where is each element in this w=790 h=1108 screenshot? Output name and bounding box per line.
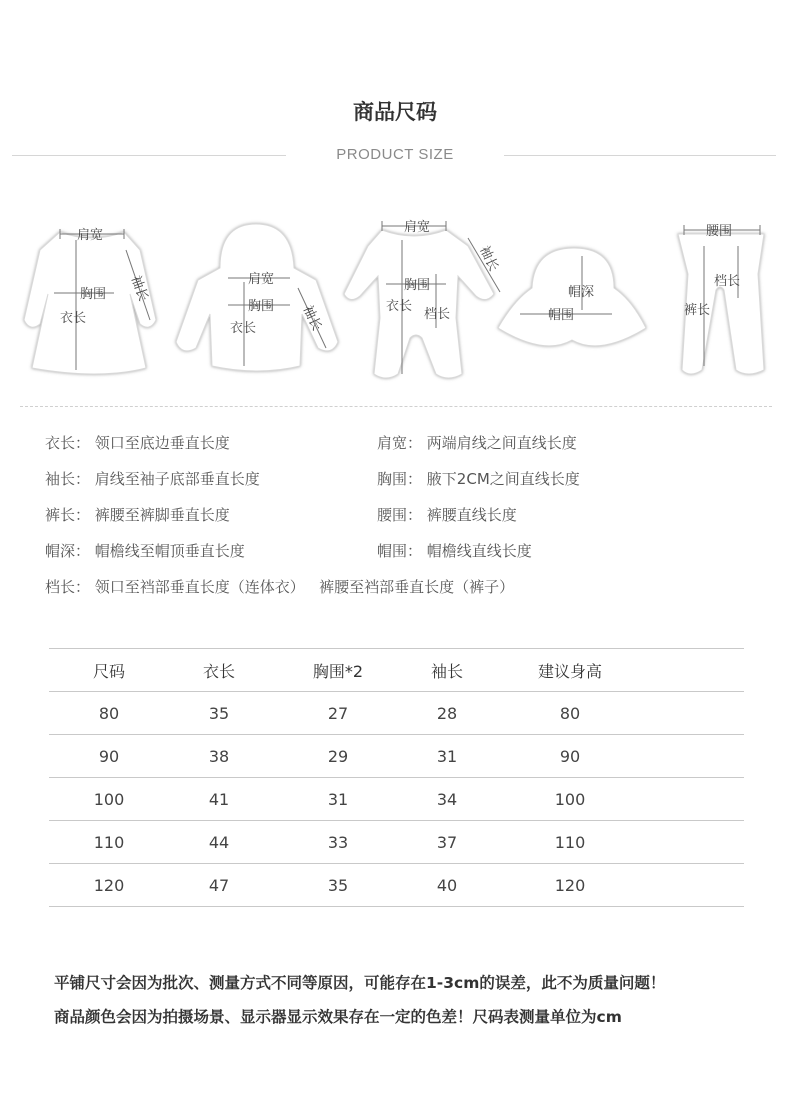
table-cell: 37 xyxy=(407,821,487,864)
dress-sleeve-label: 袖长 xyxy=(127,273,151,304)
table-cell: 110 xyxy=(49,821,169,864)
table-row xyxy=(49,778,744,821)
jacket-length-label: 衣长 xyxy=(230,321,257,336)
column-header: 胸围*2 xyxy=(269,649,407,692)
table-header-row xyxy=(49,649,744,692)
dress-chest-label: 胸围 xyxy=(80,287,107,302)
table-cell: 100 xyxy=(49,778,169,821)
table-cell-spacer xyxy=(653,778,744,821)
section-divider xyxy=(20,406,772,407)
table-cell: 35 xyxy=(269,864,407,907)
romper-shape xyxy=(344,230,494,378)
table-cell-spacer xyxy=(653,821,744,864)
column-header: 衣长 xyxy=(169,649,269,692)
pants-waist-label: 腰围 xyxy=(706,224,733,239)
romper-shoulder-label: 肩宽 xyxy=(404,220,431,235)
hat-circumference-label: 帽围 xyxy=(548,308,575,323)
jacket-chest-label: 胸围 xyxy=(248,299,275,314)
table-row xyxy=(49,821,744,864)
jacket-sleeve-label: 袖长 xyxy=(299,303,325,334)
table-cell: 31 xyxy=(407,735,487,778)
table-cell: 34 xyxy=(407,778,487,821)
disclaimer-note: 平铺尺寸会因为批次、测量方式不同等原因，可能存在1-3cm的误差，此不为质量问题！ xyxy=(54,974,666,992)
measurement-diagrams xyxy=(0,210,790,400)
definition-item: 裤长： 裤腰至裤脚垂直长度 xyxy=(45,506,230,524)
table-row xyxy=(49,735,744,778)
table-cell: 80 xyxy=(49,692,169,735)
definition-item: 档长： 领口至裆部垂直长度（连体衣） 裤腰至裆部垂直长度（裤子） xyxy=(45,578,515,596)
table-cell: 29 xyxy=(269,735,407,778)
table-cell: 41 xyxy=(169,778,269,821)
table-cell: 40 xyxy=(407,864,487,907)
table-cell: 47 xyxy=(169,864,269,907)
romper-length-label: 衣长 xyxy=(386,299,413,314)
table-cell: 27 xyxy=(269,692,407,735)
dress-shape xyxy=(24,232,156,374)
definition-item: 胸围： 腋下2CM之间直线长度 xyxy=(377,470,580,488)
table-cell: 100 xyxy=(487,778,653,821)
definition-item: 帽围： 帽檐线直线长度 xyxy=(377,542,532,560)
table-cell: 28 xyxy=(407,692,487,735)
pants-length-label: 裤长 xyxy=(684,303,711,318)
table-cell: 120 xyxy=(49,864,169,907)
table-row xyxy=(49,864,744,907)
definition-item: 肩宽： 两端肩线之间直线长度 xyxy=(377,434,577,452)
table-cell: 90 xyxy=(487,735,653,778)
column-header: 尺码 xyxy=(49,649,169,692)
jacket-shoulder-label: 肩宽 xyxy=(248,272,275,287)
romper-sleeve-label: 袖长 xyxy=(476,243,501,274)
table-cell-spacer xyxy=(653,735,744,778)
dress-shoulder-label: 肩宽 xyxy=(77,228,104,243)
romper-crotch-label: 档长 xyxy=(424,307,451,322)
table-cell: 44 xyxy=(169,821,269,864)
table-cell: 80 xyxy=(487,692,653,735)
table-cell: 110 xyxy=(487,821,653,864)
definition-item: 衣长： 领口至底边垂直长度 xyxy=(45,434,230,452)
table-cell: 33 xyxy=(269,821,407,864)
table-row xyxy=(49,692,744,735)
table-cell: 120 xyxy=(487,864,653,907)
column-header: 建议身高 xyxy=(487,649,653,692)
table-cell: 35 xyxy=(169,692,269,735)
garment-illustrations xyxy=(0,210,790,400)
table-cell: 90 xyxy=(49,735,169,778)
hat-depth-label: 帽深 xyxy=(568,285,595,300)
jacket-shape xyxy=(176,224,338,371)
table-cell: 31 xyxy=(269,778,407,821)
column-spacer xyxy=(653,649,744,692)
color-note: 商品颜色会因为拍摄场景、显示器显示效果存在一定的色差！尺码表测量单位为cm xyxy=(54,1008,622,1026)
table-cell-spacer xyxy=(653,864,744,907)
definition-item: 袖长： 肩线至袖子底部垂直长度 xyxy=(45,470,260,488)
table-cell-spacer xyxy=(653,692,744,735)
table-cell: 38 xyxy=(169,735,269,778)
dress-length-label: 衣长 xyxy=(60,311,87,326)
size-chart-table xyxy=(49,648,744,907)
definition-item: 腰围： 裤腰直线长度 xyxy=(377,506,517,524)
column-header: 袖长 xyxy=(407,649,487,692)
page-subtitle: PRODUCT SIZE xyxy=(336,146,454,163)
page-title: 商品尺码 xyxy=(353,100,437,124)
pants-crotch-label: 档长 xyxy=(714,274,741,289)
definition-item: 帽深： 帽檐线至帽顶垂直长度 xyxy=(45,542,245,560)
romper-chest-label: 胸围 xyxy=(404,278,431,293)
